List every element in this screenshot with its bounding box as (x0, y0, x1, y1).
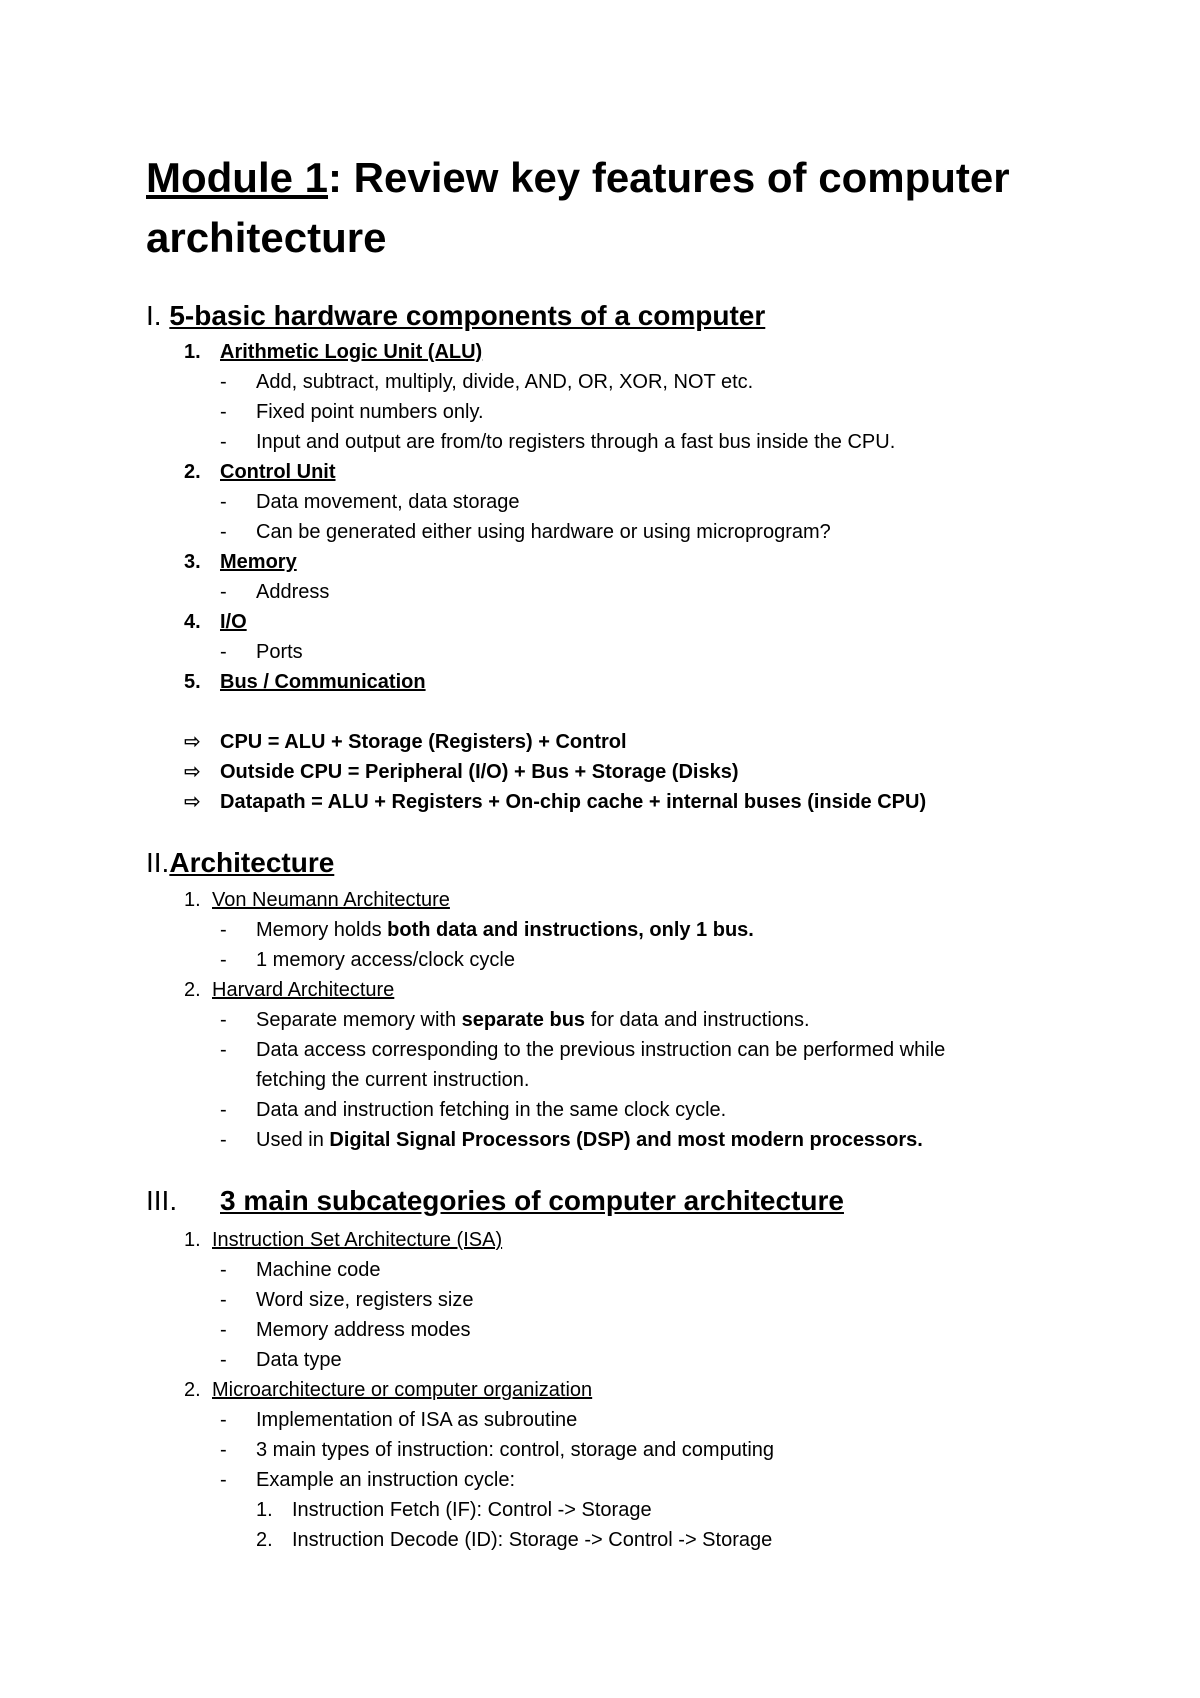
arrow-icon: ⇨ (184, 791, 201, 813)
bullet-dash: - (220, 1439, 227, 1461)
bullet-text: 1 memory access/clock cycle (256, 949, 515, 971)
bullet-dash: - (220, 1289, 227, 1311)
list-item-number: 4. (184, 611, 201, 633)
bullet-dash: - (220, 431, 227, 453)
bullet-dash: - (220, 1409, 227, 1431)
bullet-text: Word size, registers size (256, 1289, 474, 1311)
bullet-text: Can be generated either using hardware or using microprogram? (256, 521, 831, 543)
bullet-text: Machine code (256, 1259, 381, 1281)
bullet-dash: - (220, 1349, 227, 1371)
bullet-text-plain: Used in (256, 1129, 330, 1151)
bullet-dash: - (220, 1039, 227, 1061)
bullet-text: Input and output are from/to registers through a fast bus inside the CPU. (256, 431, 896, 453)
bullet-dash: - (220, 371, 227, 393)
bullet-text: 3 main types of instruction: control, storage and computing (256, 1439, 775, 1461)
sub-list-text: Instruction Fetch (IF): Control -> Storage (292, 1499, 652, 1521)
list-item-number: 5. (184, 671, 201, 693)
bullet-dash: - (220, 1009, 227, 1031)
section-title: 5-basic hardware components of a computer (169, 300, 766, 331)
bullet-dash: - (220, 1319, 227, 1341)
bullet-text: Memory address modes (256, 1319, 471, 1341)
bullet-dash: - (220, 1259, 227, 1281)
arrow-icon: ⇨ (184, 761, 201, 783)
list-item-von-neumann: Von Neumann Architecture (212, 889, 450, 911)
bullet-text-bold: separate bus (461, 1009, 586, 1031)
list-item-number: 1. (184, 889, 201, 911)
sub-list-text: Instruction Decode (ID): Storage -> Control -> Storage (292, 1529, 773, 1551)
bullet-text: Data type (256, 1349, 342, 1371)
bullet-text: Ports (256, 641, 303, 663)
title-rest: : Review key features of computer architecture (146, 154, 1010, 261)
bullet-text: Address (256, 581, 330, 603)
list-item-bus: Bus / Communication (220, 671, 426, 693)
section-2-heading (146, 845, 334, 881)
list-item-control-unit: Control Unit (220, 461, 336, 483)
arrow-icon: ⇨ (184, 731, 201, 753)
list-item-number: 2. (184, 461, 201, 483)
bullet-text: Example an instruction cycle: (256, 1469, 516, 1491)
title-module: Module 1 (146, 154, 329, 201)
arrow-text: CPU = ALU + Storage (Registers) + Control (220, 731, 627, 753)
section-number: I. (146, 300, 162, 331)
bullet-dash: - (220, 1469, 227, 1491)
bullet-dash: - (220, 401, 227, 423)
list-item-isa: Instruction Set Architecture (ISA) (212, 1229, 503, 1251)
section-title: 3 main subcategories of computer architecture (220, 1185, 844, 1216)
bullet-text-plain: Separate memory with (256, 1009, 462, 1031)
bullet-text: Data access corresponding to the previous instruction can be performed while (256, 1039, 946, 1061)
bullet-dash: - (220, 521, 227, 543)
section-3-heading (146, 1183, 844, 1219)
page-title (146, 148, 1086, 268)
bullet-dash: - (220, 641, 227, 663)
arrow-text: Datapath = ALU + Registers + On-chip cache + internal buses (inside CPU) (220, 791, 927, 813)
bullet-dash: - (220, 1099, 227, 1121)
section-title: Architecture (169, 847, 335, 878)
bullet-dash: - (220, 491, 227, 513)
bullet-text (256, 915, 754, 945)
sub-list-number: 1. (256, 1499, 273, 1521)
bullet-text: Add, subtract, multiply, divide, AND, OR, XOR, NOT etc. (256, 371, 754, 393)
sub-list-number: 2. (256, 1529, 273, 1551)
section-number: III. (146, 1185, 178, 1216)
arrow-text: Outside CPU = Peripheral (I/O) + Bus + Storage (Disks) (220, 761, 739, 783)
list-item-microarchitecture: Microarchitecture or computer organization (212, 1379, 593, 1401)
bullet-text: Data movement, data storage (256, 491, 520, 513)
list-item-number: 2. (184, 979, 201, 1001)
bullet-text-continued: fetching the current instruction. (256, 1069, 530, 1091)
section-number: II. (146, 847, 170, 878)
bullet-text (256, 1005, 810, 1035)
bullet-text-bold: both data and instructions, only 1 bus. (387, 919, 754, 941)
list-item-number: 2. (184, 1379, 201, 1401)
bullet-text-bold: Digital Signal Processors (DSP) and most modern processors. (329, 1129, 923, 1151)
bullet-dash: - (220, 919, 227, 941)
list-item-alu: Arithmetic Logic Unit (ALU) (220, 341, 483, 363)
list-item-memory: Memory (220, 551, 297, 573)
bullet-dash: - (220, 1129, 227, 1151)
list-item-harvard: Harvard Architecture (212, 979, 395, 1001)
bullet-dash: - (220, 581, 227, 603)
list-item-number: 1. (184, 1229, 201, 1251)
bullet-text: Implementation of ISA as subroutine (256, 1409, 578, 1431)
list-item-number: 3. (184, 551, 201, 573)
section-1-heading (146, 298, 765, 334)
list-item-number: 1. (184, 341, 201, 363)
bullet-text: Data and instruction fetching in the same clock cycle. (256, 1099, 727, 1121)
bullet-dash: - (220, 949, 227, 971)
bullet-text-tail: for data and instructions. (585, 1009, 810, 1031)
bullet-text (256, 1125, 923, 1155)
bullet-text: Fixed point numbers only. (256, 401, 484, 423)
bullet-text-plain: Memory holds (256, 919, 388, 941)
list-item-io: I/O (220, 611, 247, 633)
